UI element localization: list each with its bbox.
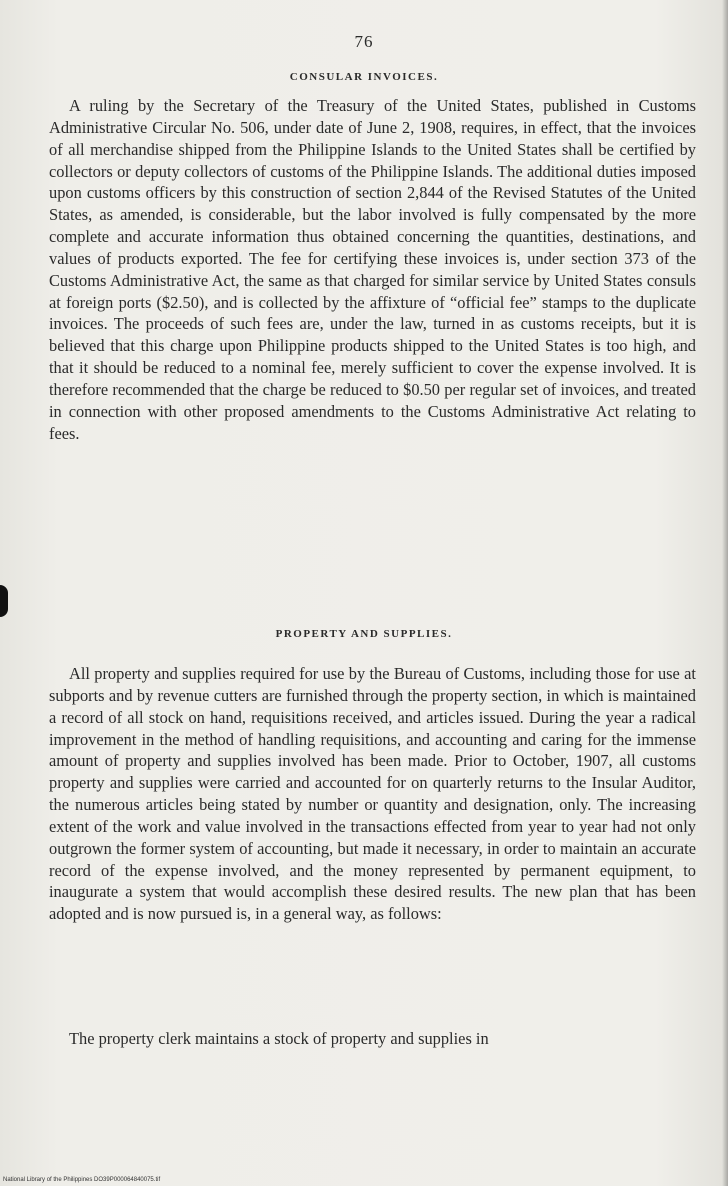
- section-heading-property-and-supplies: PROPERTY AND SUPPLIES.: [275, 628, 453, 640]
- paragraph-consular-invoices: A ruling by the Secretary of the Treasury of the United States, published in Customs Administrative Circular No. 506, under date of June 2, 1908, requires, in effect, that the invoices of all merchandise shipped from the Philippine Islands to the United States shall be certified by collectors or deputy collectors of customs of the Philippine Islands. The additional duties imposed upon customs officers by this construction of section 2,844 of the Revised Statutes of the United States, as amended, is considerable, but the labor involved is fully compensated by the more complete and accurate information thus obtained concerning the quantities, destinations, and values of products exported. The fee for certifying these invoices is, under section 373 of the Customs Administrative Act, the same as that charged for similar service by United States consuls at foreign ports ($2.50), and is collected by the affixture of “official fee” stamps to the duplicate invoices. The proceeds of such fees are, under the law, turned in as customs receipts, but it is believed that this charge upon Philippine products shipped to the United States is too high, and that it should be reduced to a nominal fee, merely sufficient to cover the expense involved. It is therefore recommended that the charge be reduced to $0.50 per regular set of invoices, and treated in connection with other proposed amendments to the Customs Administrative Act relating to fees.: [49, 96, 696, 443]
- binding-mark: [0, 585, 8, 617]
- paragraph-property-and-supplies: All property and supplies required for use by the Bureau of Customs, including those for use at subports and by revenue cutters are furnished through the property section, in which is maintained a record of all stock on hand, requisitions received, and articles issued. During the year a radical improvement in the method of handling requisitions, and accounting and caring for the immense amount of property and supplies involved has been made. Prior to October, 1907, all customs property and supplies were carried and accounted for on quarterly returns to the Insular Auditor, the numerous articles being stated by number or quantity and designation, only. The increasing extent of the work and value involved in the transactions effected from year to year had not only outgrown the former system of accounting, but made it necessary, in order to maintain an accurate record of the expense involved, and the money represented by permanent equipment, to inaugurate a system that would accomplish these desired results. The new plan that has been adopted and is now pursued is, in a general way, as follows:: [49, 664, 696, 924]
- page-edge-shadow: [722, 0, 728, 1186]
- paragraph-property-clerk: The property clerk maintains a stock of property and supplies in: [69, 1029, 489, 1048]
- scan-footer-caption: National Library of the Philippines DO39P000064840075.tif: [3, 1177, 161, 1183]
- section-heading-consular-invoices: CONSULAR INVOICES.: [289, 71, 439, 83]
- page-number: 76: [354, 32, 374, 51]
